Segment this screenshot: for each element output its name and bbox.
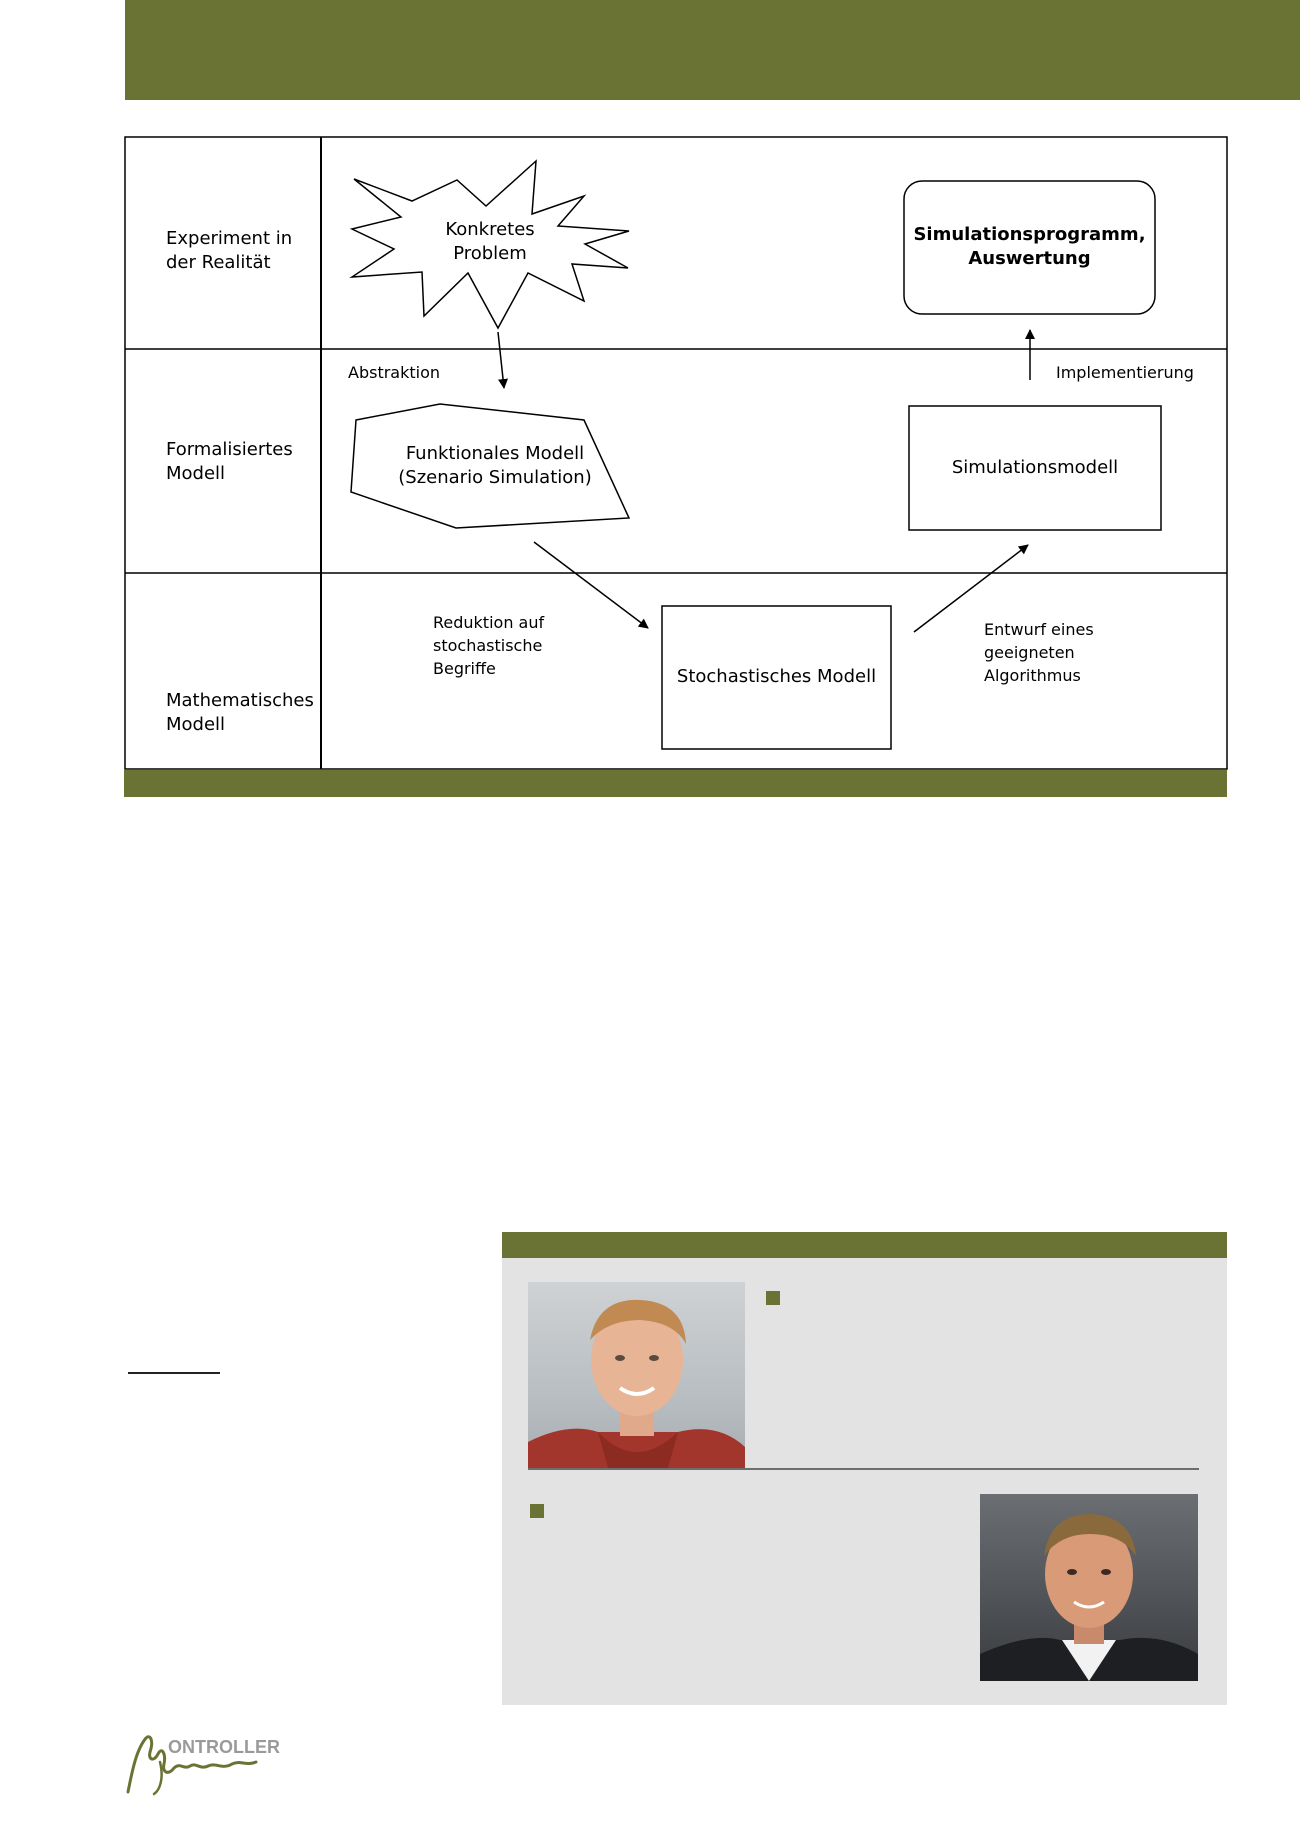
node-functional-model: Funktionales Modell (Szenario Simulation) — [398, 443, 592, 488]
author-box-header — [502, 1232, 1227, 1258]
author-photo-2-illustration — [980, 1494, 1198, 1681]
figure-footer-band — [124, 770, 1227, 797]
controller-magazin-logo — [124, 1732, 284, 1796]
author-2-bullet — [530, 1504, 544, 1518]
arrow-abstraction — [498, 332, 504, 388]
edge-label-design: Entwurf eines geeigneten Algorithmus — [984, 620, 1094, 685]
node-stochastic-model: Stochastisches Modell — [676, 666, 877, 687]
edge-label-abstraction: Abstraktion — [348, 363, 441, 382]
arrow-reduction — [534, 542, 648, 628]
row-label-formal: Formalisiertes Modell — [166, 439, 293, 484]
author-photo-1 — [528, 1282, 745, 1468]
logo-wordmark: ONTROLLER — [168, 1737, 280, 1757]
author-1-bullet — [766, 1291, 780, 1305]
author-box — [502, 1232, 1227, 1705]
author-photo-1-illustration — [528, 1282, 745, 1468]
process-diagram — [124, 136, 1228, 770]
node-simulation-program: Simulationsprogramm, Auswertung — [913, 224, 1146, 269]
row-label-math: Mathematisches Modell — [166, 690, 314, 735]
footnote-rule — [128, 1372, 220, 1374]
edge-label-reduction: Reduktion auf stochastische Begriffe — [433, 613, 545, 678]
header-band — [125, 0, 1300, 100]
row-label-reality: Experiment in der Realität — [166, 228, 293, 273]
node-problem: Konkretes Problem — [445, 219, 535, 264]
author-divider — [528, 1468, 1199, 1470]
author-photo-2 — [980, 1494, 1198, 1681]
node-simulation-model: Simulationsmodell — [951, 457, 1119, 478]
edge-label-implementation: Implementierung — [1056, 363, 1194, 382]
